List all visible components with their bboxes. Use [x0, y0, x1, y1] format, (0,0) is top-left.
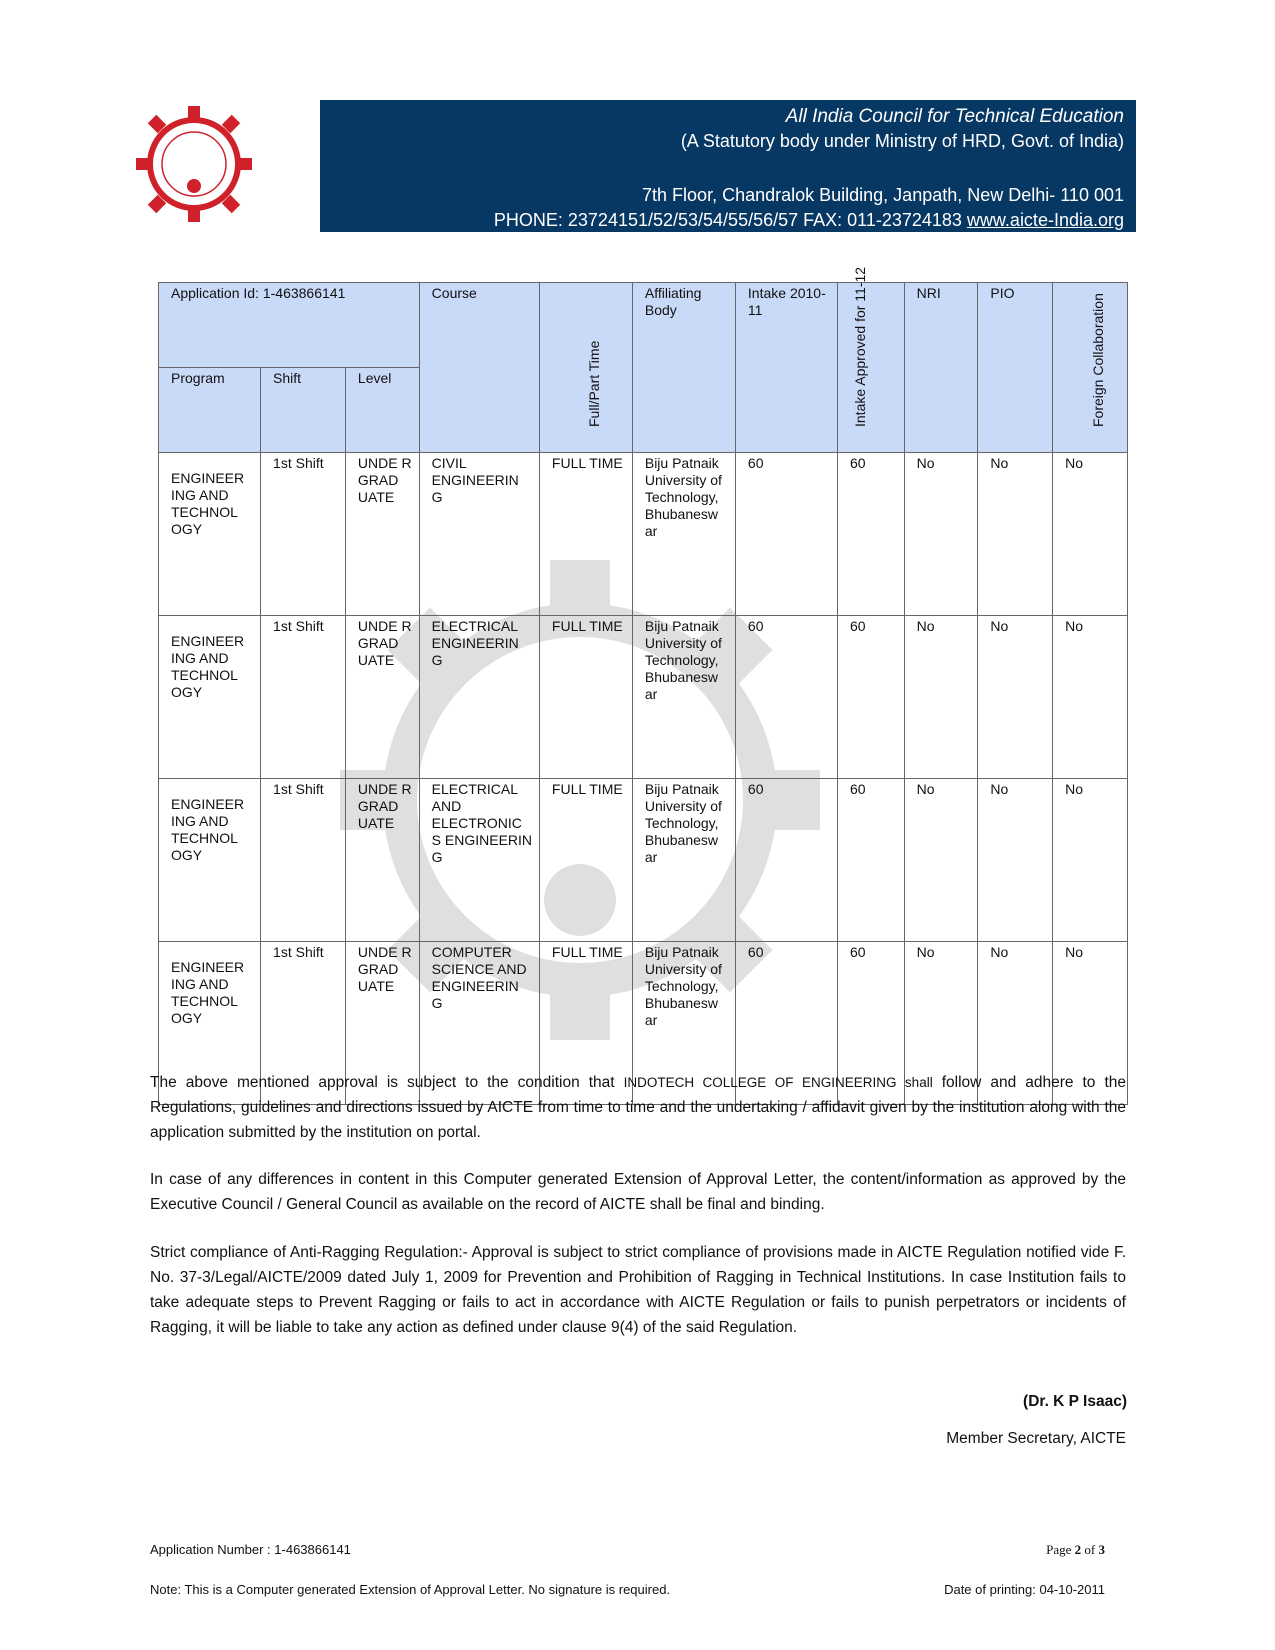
intake-cell: 60	[735, 942, 837, 1105]
intake-cell: 60	[735, 453, 837, 616]
intake-approved-header: Intake Approved for 11-12	[837, 283, 904, 453]
course-cell: ELECTRICAL ENGINEERIN G	[419, 616, 539, 779]
pio-cell: No	[978, 453, 1053, 616]
intake-approved-cell: 60	[837, 942, 904, 1105]
course-cell: ELECTRICAL AND ELECTRONIC S ENGINEERIN G	[419, 779, 539, 942]
shift-header: Shift	[261, 368, 346, 453]
signatory-designation: Member Secretary, AICTE	[946, 1430, 1126, 1447]
nri-cell: No	[904, 779, 978, 942]
print-date: Date of printing: 04-10-2011	[944, 1582, 1105, 1597]
pio-cell: No	[978, 942, 1053, 1105]
course-cell: COMPUTER SCIENCE AND ENGINEERIN G	[419, 942, 539, 1105]
org-address: 7th Floor, Chandralok Building, Janpath, New Delhi- 110 001	[642, 185, 1124, 205]
org-name: All India Council for Technical Education	[785, 106, 1124, 127]
program-cell: ENGINEER ING AND TECHNOL OGY	[159, 453, 261, 616]
website-link[interactable]: www.aicte-India.org	[966, 210, 1124, 230]
footer-application-number: Application Number : 1-463866141	[150, 1542, 351, 1557]
foreign-collab-cell: No	[1053, 616, 1128, 779]
condition-paragraph: The above mentioned approval is subject to the condition that INDOTECH COLLEGE OF ENGINEERING shall follow and adhere to the Regulations, guidelines and directions issued by AICTE from time to time and the undertaking / affidavit given by the institution along with the application submitted by the institution on portal.	[150, 1074, 1126, 1141]
header-banner	[320, 100, 1136, 232]
mode-cell: FULL TIME	[539, 942, 632, 1105]
table-row	[159, 616, 1128, 779]
approval-table	[158, 266, 1128, 1105]
anti-ragging-paragraph: Strict compliance of Anti-Ragging Regulation:- Approval is subject to strict compliance of provisions made in AICTE Regulation notified vide F. No. 37-3/Legal/AICTE/2009 dated July 1, 2009 for Prevention and Prohibition of Ragging in Technical Institutions. In case Institution fails to take adequate steps to Prevent Ragging or fails to act in accordance with AICTE Regulation or fails to punish perpetrators or incidents of Ragging, it will be liable to take any action as defined under clause 9(4) of the said Regulation.	[150, 1244, 1126, 1336]
shift-cell: 1st Shift	[261, 779, 346, 942]
phone-fax: PHONE: 23724151/52/53/54/55/56/57 FAX: 011-23724183	[493, 210, 967, 230]
nri-cell: No	[904, 942, 978, 1105]
course-cell: CIVIL ENGINEERIN G	[419, 453, 539, 616]
pio-header: PIO	[978, 283, 1053, 453]
mode-cell: FULL TIME	[539, 616, 632, 779]
mode-cell: FULL TIME	[539, 453, 632, 616]
course-header: Course	[419, 283, 539, 453]
foreign-collab-cell: No	[1053, 453, 1128, 616]
program-cell: ENGINEER ING AND TECHNOL OGY	[159, 942, 261, 1105]
foreign-collab-header: Foreign Collaboration	[1053, 283, 1128, 453]
footer-note: Note: This is a Computer generated Extension of Approval Letter. No signature is required.	[150, 1582, 671, 1597]
affiliating-body-header: Affiliating Body	[632, 283, 735, 453]
affiliating-body-cell: Biju Patnaik University of Technology, Bhubanesw ar	[632, 942, 735, 1105]
level-cell: UNDE R GRAD UATE	[345, 616, 419, 779]
signatory-name: (Dr. K P Isaac)	[1023, 1393, 1127, 1410]
intake-cell: 60	[735, 779, 837, 942]
institution-name: INDOTECH COLLEGE OF ENGINEERING shall	[623, 1075, 933, 1090]
pio-cell: No	[978, 779, 1053, 942]
intake-cell: 60	[735, 616, 837, 779]
shift-cell: 1st Shift	[261, 942, 346, 1105]
nri-cell: No	[904, 453, 978, 616]
application-id-cell: Application Id: 1-463866141	[159, 283, 420, 368]
full-part-time-header: Full/Part Time	[539, 283, 632, 453]
shift-cell: 1st Shift	[261, 616, 346, 779]
nri-cell: No	[904, 616, 978, 779]
nri-header: NRI	[904, 283, 978, 453]
aicte-gear-logo-icon	[134, 104, 254, 224]
org-subtitle: (A Statutory body under Ministry of HRD, Govt. of India)	[680, 131, 1124, 151]
affiliating-body-cell: Biju Patnaik University of Technology, Bhubanesw ar	[632, 616, 735, 779]
foreign-collab-cell: No	[1053, 942, 1128, 1105]
differences-paragraph: In case of any differences in content in this Computer generated Extension of Approval Letter, the content/information as approved by the Executive Council / General Council as available on the record of AICTE shall be final and binding.	[150, 1171, 1126, 1213]
foreign-collab-cell: No	[1053, 779, 1128, 942]
table-row	[159, 779, 1128, 942]
intake-approved-cell: 60	[837, 779, 904, 942]
affiliating-body-cell: Biju Patnaik University of Technology, Bhubanesw ar	[632, 453, 735, 616]
intake-approved-cell: 60	[837, 616, 904, 779]
header-row-top	[159, 283, 1128, 368]
contact-line	[494, 210, 1124, 231]
page-indicator: Page 2 of 3	[1046, 1542, 1105, 1557]
table-row	[159, 453, 1128, 616]
level-cell: UNDE R GRAD UATE	[345, 453, 419, 616]
level-cell: UNDE R GRAD UATE	[345, 779, 419, 942]
program-header: Program	[159, 368, 261, 453]
program-cell: ENGINEER ING AND TECHNOL OGY	[159, 779, 261, 942]
mode-cell: FULL TIME	[539, 779, 632, 942]
pio-cell: No	[978, 616, 1053, 779]
affiliating-body-cell: Biju Patnaik University of Technology, Bhubanesw ar	[632, 779, 735, 942]
program-cell: ENGINEER ING AND TECHNOL OGY	[159, 616, 261, 779]
shift-cell: 1st Shift	[261, 453, 346, 616]
level-cell: UNDE R GRAD UATE	[345, 942, 419, 1105]
level-header: Level	[345, 368, 419, 453]
intake-header: Intake 2010-11	[735, 283, 837, 453]
intake-approved-cell: 60	[837, 453, 904, 616]
